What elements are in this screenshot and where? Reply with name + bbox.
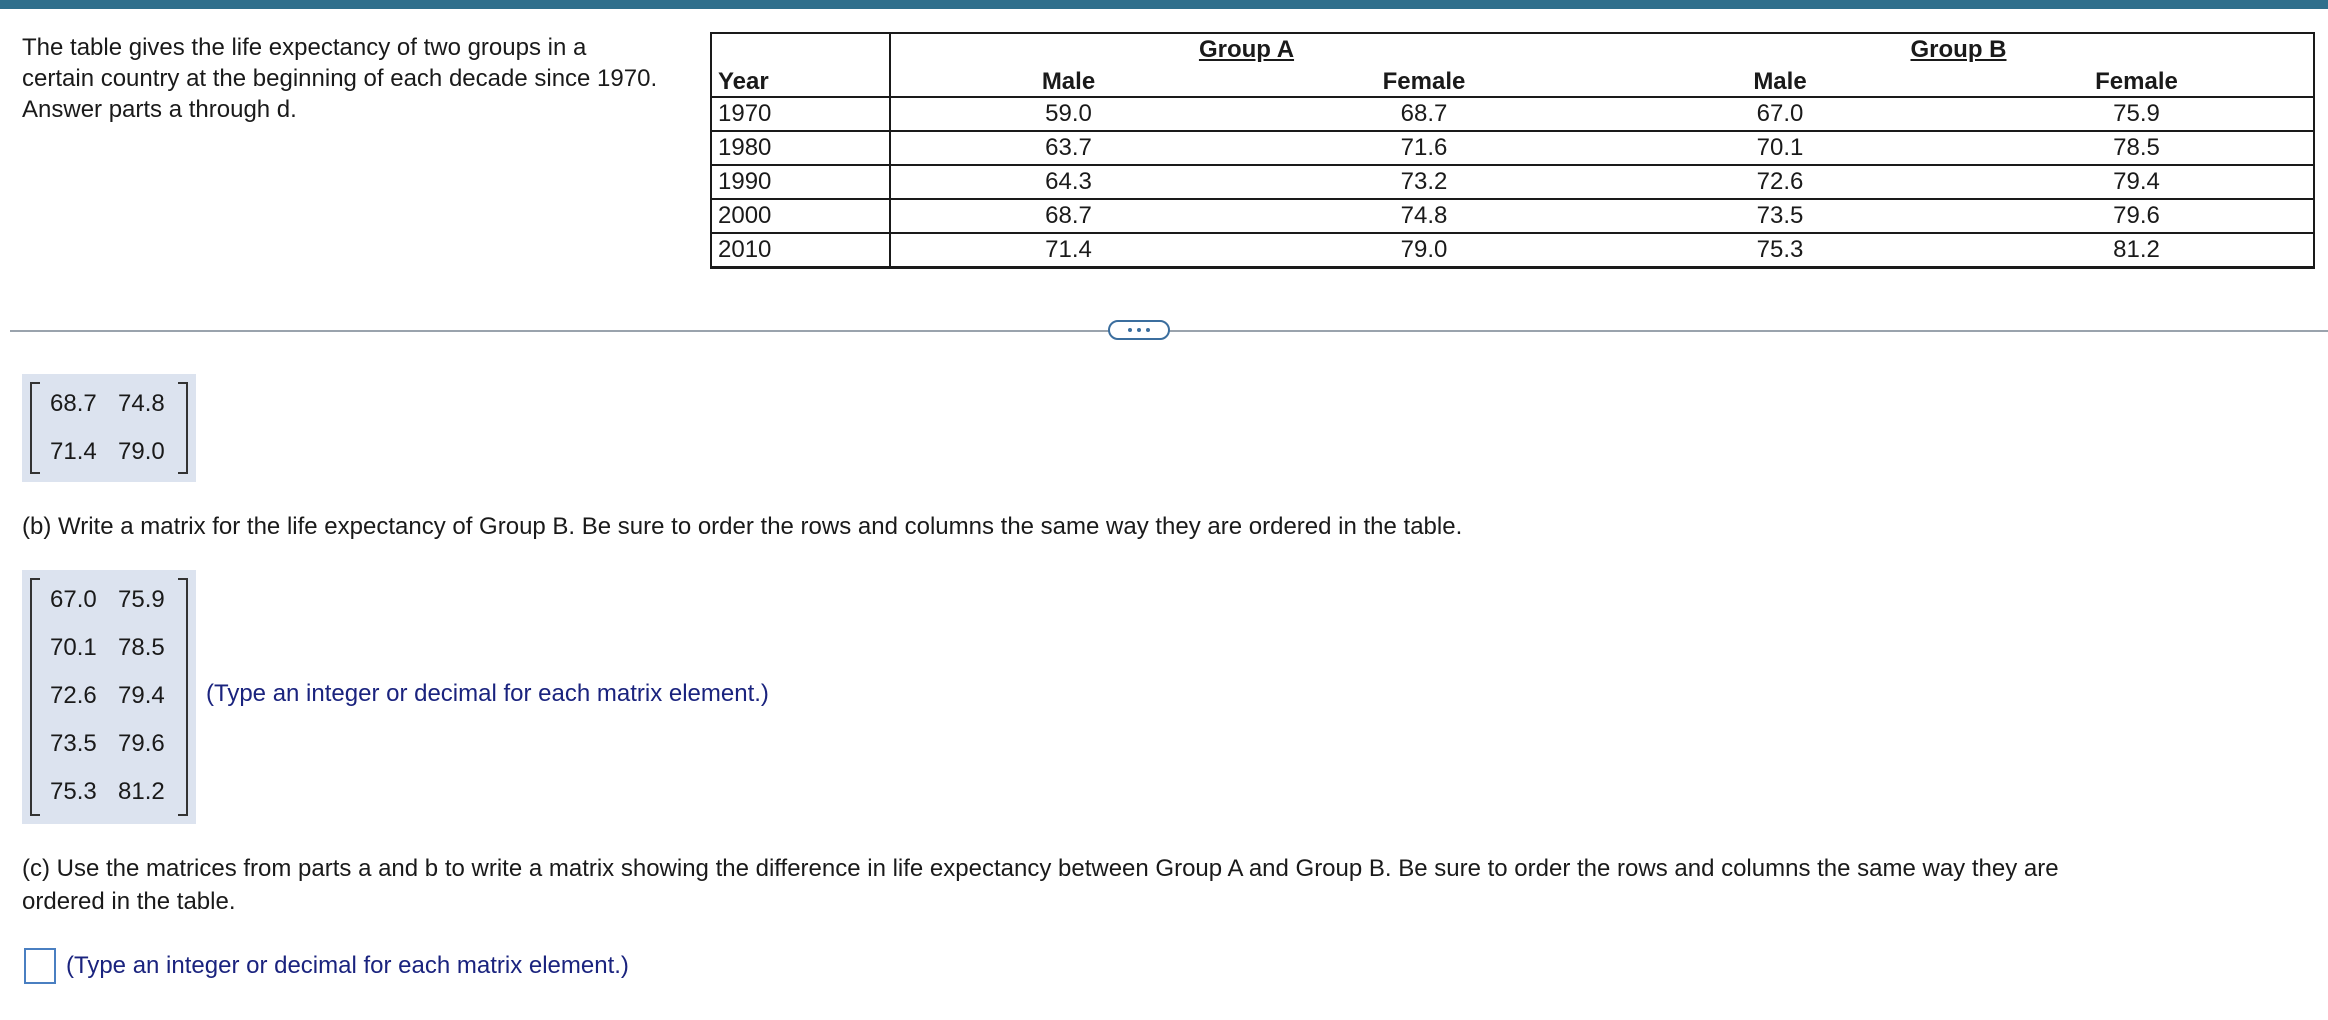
matrix-cell[interactable]: 79.6 [118, 730, 165, 757]
ellipsis-dot-icon [1146, 328, 1150, 332]
matrix-cell[interactable]: 78.5 [118, 634, 165, 661]
part-b-prompt: (b) Write a matrix for the life expectancy of Group B. Be sure to order the rows and columns the same way they are ordered in the table. [22, 513, 1463, 540]
value-cell: 72.6 [1602, 165, 1958, 199]
header-male-b: Male [1602, 64, 1958, 97]
matrix-cell: 68.7 [50, 390, 97, 417]
matrix-row [22, 576, 196, 624]
value-cell: 67.0 [1602, 97, 1958, 131]
year-cell: 1980 [710, 131, 890, 165]
part-c-prompt [22, 852, 2059, 918]
header-female-a: Female [1246, 64, 1602, 97]
column-header-row [710, 64, 2315, 97]
group-header-row [710, 32, 2315, 64]
group-a-header: Group A [1198, 36, 1295, 63]
header-male-a: Male [890, 64, 1246, 97]
matrix-group-a-partial [22, 374, 196, 482]
value-cell: 79.6 [1958, 199, 2315, 233]
matrix-row [22, 380, 196, 428]
value-cell: 73.5 [1602, 199, 1958, 233]
value-cell: 63.7 [890, 131, 1246, 165]
value-cell: 70.1 [1602, 131, 1958, 165]
part-b-hint: (Type an integer or decimal for each matrix element.) [206, 680, 769, 707]
value-cell: 74.8 [1246, 199, 1602, 233]
matrix-cell: 71.4 [50, 438, 97, 465]
value-cell: 73.2 [1246, 165, 1602, 199]
matrix-cell[interactable]: 70.1 [50, 634, 97, 661]
problem-intro [22, 32, 712, 125]
table-row [710, 131, 2315, 165]
matrix-row [22, 720, 196, 768]
matrix-cell: 74.8 [118, 390, 165, 417]
part-c-hint: (Type an integer or decimal for each matrix element.) [66, 952, 629, 979]
matrix-cell[interactable]: 73.5 [50, 730, 97, 757]
matrix-cell: 79.0 [118, 438, 165, 465]
value-cell: 75.9 [1958, 97, 2315, 131]
matrix-row [22, 428, 196, 476]
table-row [710, 199, 2315, 233]
table-row [710, 165, 2315, 199]
header-year: Year [710, 64, 890, 97]
part-c-prompt-line-2: ordered in the table. [22, 888, 236, 915]
value-cell: 75.3 [1602, 233, 1958, 267]
matrix-row [22, 672, 196, 720]
life-expectancy-table [710, 32, 2315, 268]
value-cell: 79.4 [1958, 165, 2315, 199]
value-cell: 71.6 [1246, 131, 1602, 165]
header-female-b: Female [1958, 64, 2315, 97]
matrix-row [22, 624, 196, 672]
expand-more-button[interactable] [1108, 320, 1170, 340]
year-cell: 1970 [710, 97, 890, 131]
value-cell: 68.7 [890, 199, 1246, 233]
ellipsis-dot-icon [1137, 328, 1141, 332]
value-cell: 81.2 [1958, 233, 2315, 267]
matrix-cell[interactable]: 79.4 [118, 682, 165, 709]
value-cell: 64.3 [890, 165, 1246, 199]
value-cell: 79.0 [1246, 233, 1602, 267]
intro-line-2: certain country at the beginning of each decade since 1970. [22, 65, 658, 92]
ellipsis-dot-icon [1128, 328, 1132, 332]
matrix-cell[interactable]: 75.9 [118, 586, 165, 613]
matrix-group-b[interactable] [22, 570, 196, 824]
intro-line-3: Answer parts a through d. [22, 96, 297, 123]
part-c-answer-input[interactable] [24, 948, 56, 984]
value-cell: 68.7 [1246, 97, 1602, 131]
top-accent-bar [0, 0, 2328, 9]
intro-line-1: The table gives the life expectancy of two groups in a [22, 34, 587, 61]
year-cell: 1990 [710, 165, 890, 199]
matrix-cell[interactable]: 81.2 [118, 778, 165, 805]
matrix-cell[interactable]: 75.3 [50, 778, 97, 805]
matrix-row [22, 768, 196, 816]
year-cell: 2010 [710, 233, 890, 267]
group-b-header: Group B [1910, 36, 2007, 63]
matrix-cell[interactable]: 67.0 [50, 586, 97, 613]
value-cell: 71.4 [890, 233, 1246, 267]
matrix-cell[interactable]: 72.6 [50, 682, 97, 709]
table-row [710, 233, 2315, 267]
value-cell: 59.0 [890, 97, 1246, 131]
part-c-prompt-line-1: (c) Use the matrices from parts a and b to write a matrix showing the difference in life expectancy between Group A and Group B. Be sure to order the rows and columns the same way they are [22, 855, 2059, 882]
table-row [710, 97, 2315, 131]
year-cell: 2000 [710, 199, 890, 233]
value-cell: 78.5 [1958, 131, 2315, 165]
